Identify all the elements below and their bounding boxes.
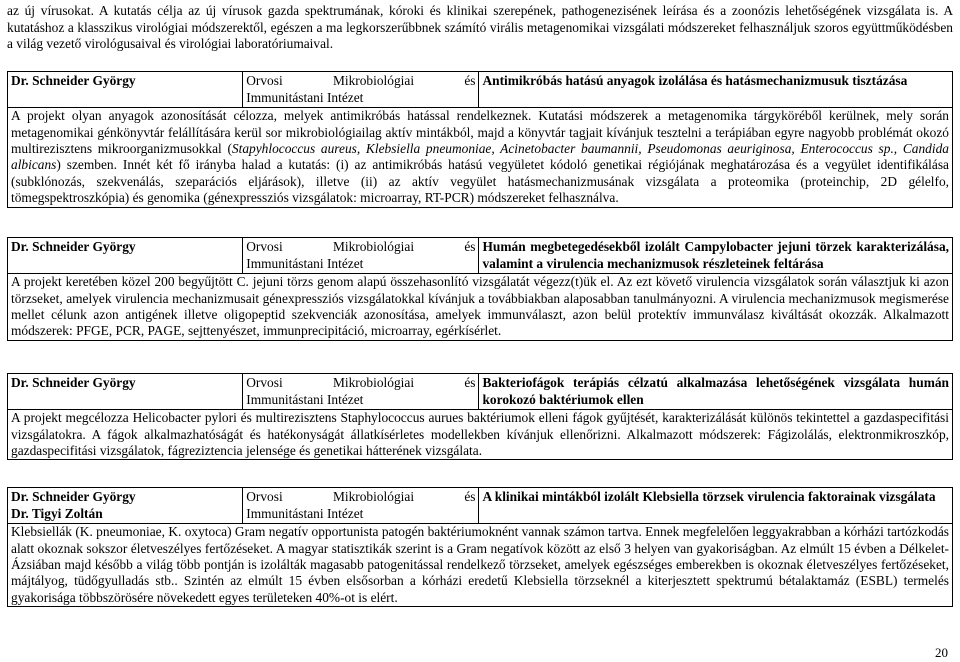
project-title-cell	[479, 72, 953, 108]
project-description-box	[7, 274, 953, 341]
project-institute-line2: Immunitástani Intézet	[246, 89, 364, 105]
project-institute-cell	[243, 72, 479, 108]
institute-word: Orvosi	[246, 375, 283, 390]
project-institute-line1	[246, 489, 475, 506]
project-person-cell	[8, 488, 243, 524]
project-header-table	[7, 373, 953, 410]
institute-word: Orvosi	[246, 239, 283, 254]
project-institute-cell	[243, 488, 479, 524]
project-institute-line2: Immunitástani Intézet	[246, 255, 364, 271]
institute-word: Orvosi	[246, 489, 283, 504]
institute-word: Mikrobiológiai	[332, 73, 415, 88]
institute-word: és	[464, 239, 476, 254]
project-header-table	[7, 487, 953, 524]
project-header-table	[7, 71, 953, 108]
page-number: 20	[935, 645, 948, 660]
project-institute-cell	[243, 374, 479, 410]
project-institute-line1	[246, 239, 475, 256]
project-title-cell	[479, 488, 953, 524]
institute-word: és	[464, 73, 476, 88]
project-description: A projekt keretében közel 200 begyűjtött C. jejuni törzs genom alapú összehasonlító vizsgálatát végezz(t)ük el. Az ezt követő virulencia vizsgálatok során választjuk ki azon törzseket, amelyek virulencia mechanizmusait génexpressziós vizsgálatokkal kívánjuk a továbbiakban alaposabban tanulmányozni. A virulencia mechanizmusok megismerése mellet célunk azon antigének illetve oligopeptid szekvenciák azonosítása, amelyek immunválaszt, azon belül protektív immunválasz kiváltását okozzák. Alkalmazott módszerek: PFGE, PCR, PAGE, sejttenyészet, immunprecipitáció, microarray, egérkísérlet.	[11, 274, 949, 339]
project-header-table	[7, 237, 953, 274]
project-person-cell	[8, 238, 243, 274]
project-description	[11, 108, 949, 206]
project-person: Dr. Schneider György	[11, 239, 136, 254]
institute-word: Mikrobiológiai	[332, 239, 415, 254]
project-person: Dr. Schneider György	[11, 489, 136, 504]
institute-word: Mikrobiológiai	[332, 375, 415, 390]
project-title-cell	[479, 374, 953, 410]
project-title: Antimikróbás hatású anyagok izolálása és hatásmechanizmusuk tisztázása	[482, 73, 908, 88]
project-block-1	[7, 71, 953, 208]
institute-word: és	[464, 375, 476, 390]
institute-word: Mikrobiológiai	[332, 489, 415, 504]
project-title: A klinikai mintákból izolált Klebsiella törzsek virulencia faktorainak vizsgálata	[482, 489, 936, 504]
project-description: Klebsiellák (K. pneumoniae, K. oxytoca) Gram negatív opportunista patogén baktériumoknént vannak számon tartva. Ennek megfelelően leggyakrabban a kórházi tartózkodás alatt okoznak sokszor életveszélyes fertőzéseket. A magyar statisztikák szerint is a Gram negatívok között az első 3 helyen van gyakoriságban. Az elmúlt 15 évben a Délkelet-Ázsiában majd később a világ több pontján is izolálták magasabb patogenitással rendelkező törzseket, amelyek egészséges emberekben is okoznak életveszélyes fertőzéseket, májtályog, tüdőgyulladás stb.. Szintén az elmúlt 15 évben elsősorban a kórházi eredetű Klebsiella törzseknél a kiterjesztett spektrumú bétalaktamáz (ESBL) termelés gyakorisága többszörösére növekedett egyes területeken 40%-ot is elért.	[11, 524, 949, 605]
project-person-cell	[8, 72, 243, 108]
project-institute-line1	[246, 73, 475, 90]
project-title: Humán megbetegedésekből izolált Campylobacter jejuni törzek karakterizálása, valamint a virulencia mechanizmusok részleteinek feltárása	[482, 239, 949, 271]
project-description-box	[7, 108, 953, 207]
project-description-box	[7, 524, 953, 607]
project-person-cell	[8, 374, 243, 410]
institute-word: Orvosi	[246, 73, 283, 88]
project-block-3	[7, 373, 953, 460]
project-person: Dr. Schneider György	[11, 73, 136, 88]
project-institute-line2: Immunitástani Intézet	[246, 505, 364, 521]
project-institute-cell	[243, 238, 479, 274]
project-block-2	[7, 237, 953, 341]
project-institute-line1	[246, 375, 475, 392]
intro-paragraph: az új vírusokat. A kutatás célja az új vírusok gazda spektrumának, kóroki és klinikai szerepének, pathogenezisének leírása és a zoonózis lehetőségének vizsgálata is. A kutatáshoz a klasszikus virológiai módszerektől, egészen a ma legkorszerűbbnek számító virális metagenomikai vizsgálati módszereket felhasználjuk szoros együttműködésben a világ vezető virológusaival és virológiai laboratóriumaival.	[7, 3, 953, 52]
description-species-list: Stapyhlococcus aureus, Klebsiella pneumoniae, Acinetobacter baumannii, Pseudomonas aeuriginosa, Enterococcus sp., Candida albicans	[11, 141, 949, 173]
project-description: A projekt megcélozza Helicobacter pylori és multirezisztens Staphylococcus aurues baktériumok elleni fágok gyűjtését, karakterizálását különös tekintettel a gazdaspecifitási vizsgálatokra. A fágok alkalmazhatóságát és hatékonyságát állatkísérletes modellekben kívánjuk ellenőrizni. Alkalmazott módszerek: Fágizolálás, elektronmikroszkóp, gazdaspecifitási vizsgálatok, fágreziztencia jelensége és genetikai hátterének vizsgálata.	[11, 410, 949, 458]
project-block-4	[7, 487, 953, 607]
description-text: A projekt olyan anyagok azonosítását célozza, melyek antimikróbás hatással rendelkeznek. Kutatási módszerek a metagenomika tárgyköréből kerülnek, mely során metagenomikai génkönyvtár felállítására kerül sor mikrobiológiailag aktív mintákból, majd a könyvtár tagjait kívánjuk tesztelni a terápiában egyre nagyobb problémát okozó multirezisztens mikroorganizmusokkal (	[11, 108, 949, 156]
project-title: Bakteriofágok terápiás célzatú alkalmazása lehetőségének vizsgálata humán korokozó baktériumok ellen	[482, 375, 949, 407]
project-title-cell	[479, 238, 953, 274]
project-person-2: Dr. Tigyi Zoltán	[11, 505, 103, 521]
institute-word: és	[464, 489, 476, 504]
project-person: Dr. Schneider György	[11, 375, 136, 390]
description-text: ) szemben. Innét két fő irányba halad a kutatás: (i) az antimikróbás hatású vegyületet kódoló genetikai régiójának meghatározása és a vegyület identifikálása (subklónozás, szekvenálás, szeparációs eljárások), illetve (ii) az aktív vegyület hatásmechanizmusának vizsgálata a proteomika (proteinchip, 2D gélelfo, tömegspektroszkópia) és genomika (génexpressziós vizsgálatok: microarray, RT-PCR) módszereket felhasználva.	[11, 157, 949, 206]
project-institute-line2: Immunitástani Intézet	[246, 391, 364, 407]
project-description-box	[7, 410, 953, 460]
